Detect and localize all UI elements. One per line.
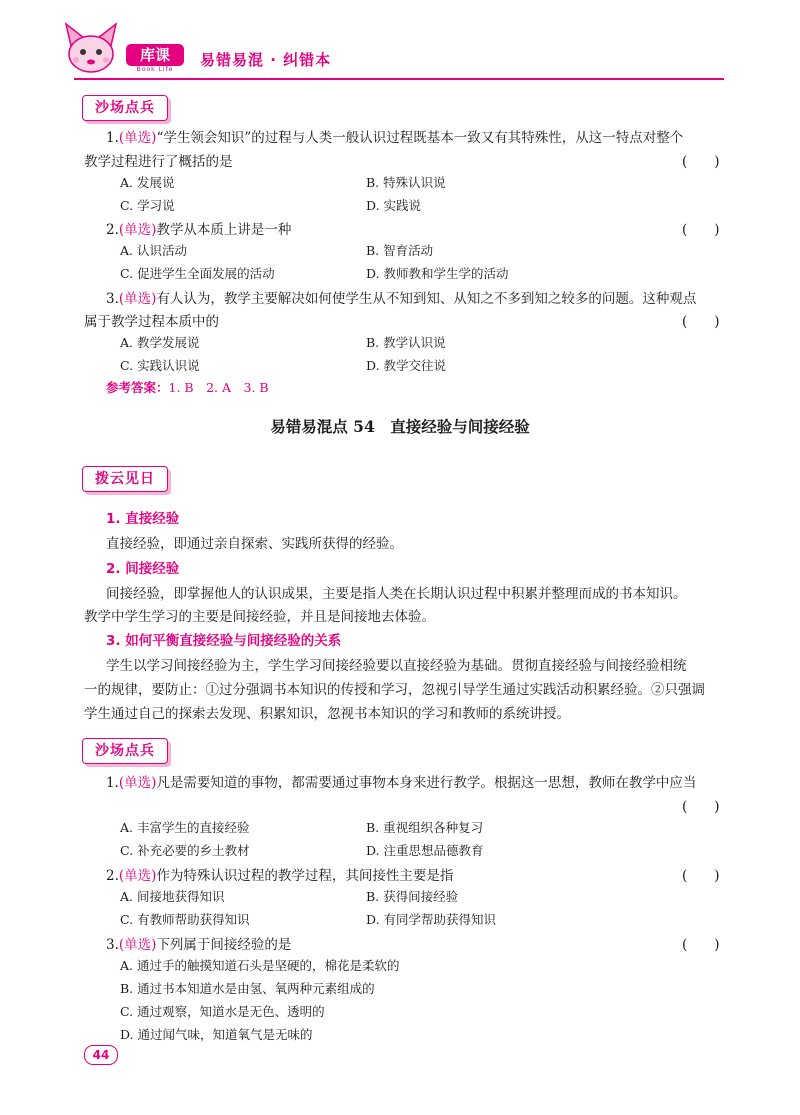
practice-tag: 沙场点兵 bbox=[82, 738, 168, 764]
answer-blank: ( ) bbox=[682, 314, 720, 330]
header-divider bbox=[74, 78, 724, 80]
option-a: A. 间接地获得知识 bbox=[120, 889, 225, 904]
question-type: (单选) bbox=[118, 775, 157, 791]
option-d: D. 注重思想品德教育 bbox=[366, 843, 484, 858]
option-d: D. 有同学帮助获得知识 bbox=[366, 912, 497, 927]
header-title: 易错易混 · 纠错本 bbox=[200, 51, 332, 69]
option-c: C. 通过观察，知道水是无色、透明的 bbox=[120, 1004, 325, 1019]
knowledge-tag: 拨云见日 bbox=[82, 466, 168, 492]
option-d: D. 实践说 bbox=[366, 198, 422, 213]
paragraph: 学生通过自己的探索去发现、积累知识，忽视书本知识的学习和教师的系统讲授。 bbox=[84, 706, 570, 722]
option-a: A. 发展说 bbox=[120, 175, 175, 190]
question-1: 1.(单选)凡是需要知道的事物，都需要通过事物本身来进行教学。根据这一思想，教师在教学中应当 bbox=[106, 775, 697, 791]
answer-blank: ( ) bbox=[682, 222, 720, 238]
paragraph: 直接经验，即通过亲自探索、实践所获得的经验。 bbox=[106, 536, 403, 552]
question-type: (单选) bbox=[118, 868, 157, 884]
option-a: A. 认识活动 bbox=[120, 243, 187, 258]
answer-blank: ( ) bbox=[682, 868, 720, 884]
question-2: 2.(单选)教学从本质上讲是一种 bbox=[106, 222, 292, 238]
option-c: C. 实践认识说 bbox=[120, 358, 200, 373]
brand-subtitle: Book Life bbox=[136, 66, 174, 73]
practice-tag: 沙场点兵 bbox=[82, 95, 168, 121]
subheading-balance: 3. 如何平衡直接经验与间接经验的关系 bbox=[106, 633, 342, 649]
option-b: B. 获得间接经验 bbox=[366, 889, 459, 904]
question-3: 3.(单选)下列属于间接经验的是 bbox=[106, 937, 292, 953]
brand-logo: 库课 bbox=[126, 44, 184, 66]
question-3: 3.(单选)有人认为，教学主要解决如何使学生从不知到知、从知之不多到知之较多的问题。这种观点 bbox=[106, 291, 697, 307]
question-3-cont: 属于教学过程本质中的 bbox=[84, 314, 219, 330]
question-2: 2.(单选)作为特殊认识过程的教学过程，其间接性主要是指 bbox=[106, 868, 454, 884]
option-a: A. 教学发展说 bbox=[120, 335, 200, 350]
header-logo bbox=[60, 20, 200, 80]
option-a: A. 通过手的触摸知道石头是坚硬的，棉花是柔软的 bbox=[120, 958, 400, 973]
option-b: B. 特殊认识说 bbox=[366, 175, 446, 190]
question-type: (单选) bbox=[118, 937, 157, 953]
option-d: D. 教学交往说 bbox=[366, 358, 447, 373]
paragraph: 一的规律，要防止：①过分强调书本知识的传授和学习，忽视引导学生通过实践活动积累经验。②只强调 bbox=[84, 682, 705, 698]
paragraph: 间接经验，即掌握他人的认识成果，主要是指人类在长期认识过程中积累并整理而成的书本知识。 bbox=[106, 586, 687, 602]
option-c: C. 学习说 bbox=[120, 198, 175, 213]
question-1-cont: 教学过程进行了概括的是 bbox=[84, 154, 233, 170]
question-type: (单选) bbox=[118, 130, 157, 146]
option-b: B. 智育活动 bbox=[366, 243, 434, 258]
option-c: C. 补充必要的乡土教材 bbox=[120, 843, 250, 858]
paragraph: 教学中学生学习的主要是间接经验，并且是间接地去体验。 bbox=[84, 609, 435, 625]
subheading-direct-experience: 1. 直接经验 bbox=[106, 511, 180, 527]
option-c: C. 促进学生全面发展的活动 bbox=[120, 266, 275, 281]
option-d: D. 通过闻气味，知道氧气是无味的 bbox=[120, 1027, 313, 1042]
option-a: A. 丰富学生的直接经验 bbox=[120, 820, 250, 835]
option-b: B. 通过书本知道水是由氢、氧两种元素组成的 bbox=[120, 981, 375, 996]
option-c: C. 有教师帮助获得知识 bbox=[120, 912, 250, 927]
answer-blank: ( ) bbox=[682, 799, 720, 815]
fox-mascot-icon bbox=[60, 20, 122, 78]
section-title: 易错易混点 54 直接经验与间接经验 bbox=[270, 417, 530, 436]
question-type: (单选) bbox=[118, 222, 157, 238]
page-number: 44 bbox=[84, 1045, 118, 1065]
paragraph: 学生以学习间接经验为主，学生学习间接经验要以直接经验为基础。贯彻直接经验与间接经验相统 bbox=[106, 658, 687, 674]
page-number-badge bbox=[76, 1043, 128, 1067]
question-type: (单选) bbox=[118, 291, 157, 307]
answer-blank: ( ) bbox=[682, 937, 720, 953]
option-b: B. 重视组织各种复习 bbox=[366, 820, 484, 835]
question-1: 1.(单选)“学生领会知识”的过程与人类一般认识过程既基本一致又有其特殊性，从这一特点对整个 bbox=[106, 130, 684, 146]
answer-key: 参考答案：1. B 2. A 3. B bbox=[106, 380, 269, 395]
option-d: D. 教师教和学生学的活动 bbox=[366, 266, 509, 281]
option-b: B. 教学认识说 bbox=[366, 335, 446, 350]
answer-blank: ( ) bbox=[682, 154, 720, 170]
subheading-indirect-experience: 2. 间接经验 bbox=[106, 561, 180, 577]
